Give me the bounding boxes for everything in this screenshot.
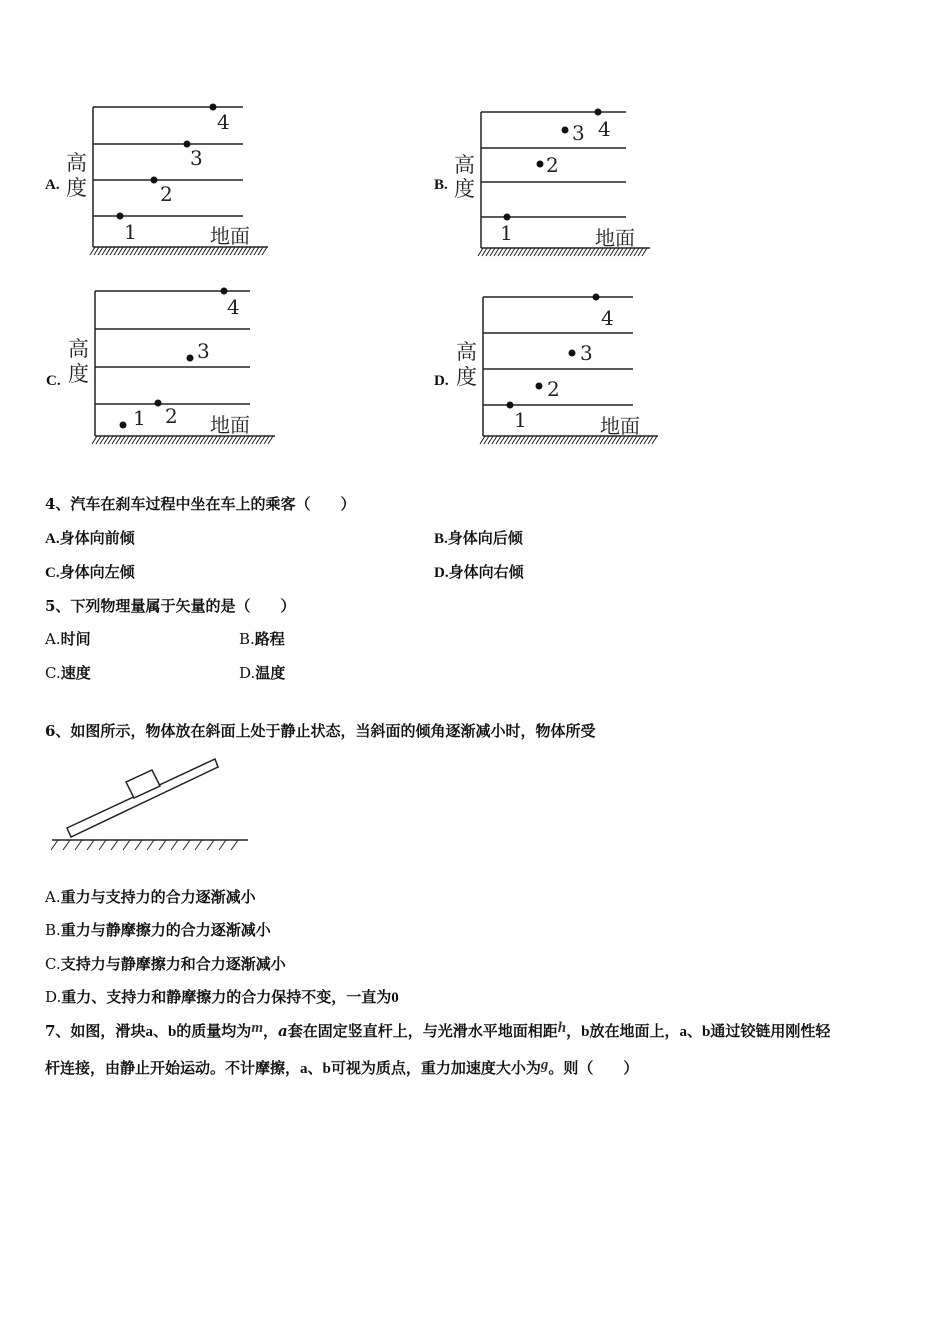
q6-option-b: B.重力与静摩擦力的合力逐渐减小 [45, 921, 271, 939]
ground-hatch [51, 840, 238, 850]
point-2 [151, 177, 158, 184]
q4-option-b: B.身体向后倾 [434, 529, 523, 547]
point-1 [504, 214, 511, 221]
option-d-label: D. [434, 373, 449, 389]
point-2 [536, 383, 543, 390]
variable-h: h [557, 1020, 567, 1036]
point-4 [593, 294, 600, 301]
q4-option-a: A.身体向前倾 [45, 529, 135, 547]
variable-a: a [278, 1022, 288, 1040]
point-label-2: 2 [547, 377, 560, 401]
point-label-4: 4 [227, 295, 240, 319]
question-7-line-1: 7、如图，滑块a、b的质量均为m，a套在固定竖直杆上，与光滑水平地面相距h，b放在地面上，a、b通过铰链用刚性轻 [45, 1020, 831, 1040]
point-label-2: 2 [165, 404, 178, 428]
point-3 [569, 350, 576, 357]
height-diagram-c [42, 279, 282, 454]
question-6-stem: 6、如图所示，物体放在斜面上处于静止状态，当斜面的倾角逐渐减小时，物体所受 [45, 722, 596, 740]
option-c-label: C. [46, 373, 61, 389]
point-label-4: 4 [217, 110, 230, 134]
point-label-4: 4 [598, 117, 611, 141]
figure-option-b [428, 100, 668, 270]
axis-label-top: 高 [66, 151, 87, 175]
point-label-2: 2 [546, 153, 559, 177]
q6-option-d: D.重力、支持力和静摩擦力的合力保持不变，一直为0 [45, 988, 399, 1006]
point-label-1: 1 [500, 221, 513, 245]
q5-option-c: C.速度 [45, 664, 91, 682]
question-7-line-2: 杆连接，由静止开始运动。不计摩擦，a、b可视为质点，重力加速度大小为g。则（ ） [45, 1057, 639, 1077]
q4-option-c: C.身体向左倾 [45, 563, 135, 581]
point-label-1: 1 [514, 408, 527, 432]
q5-option-a: A.时间 [45, 630, 91, 648]
point-3 [187, 355, 194, 362]
axis-label-top: 高 [68, 337, 89, 361]
q6-option-c: C.支持力与静摩擦力和合力逐渐减小 [45, 955, 286, 973]
option-b-label: B. [434, 177, 448, 193]
ground-label: 地面 [210, 413, 250, 437]
point-label-2: 2 [160, 182, 173, 206]
axis-label-bottom: 度 [66, 176, 87, 200]
point-label-4: 4 [601, 306, 614, 330]
point-1 [117, 213, 124, 220]
option-a-label: A. [45, 177, 60, 193]
question-5-stem: 5、下列物理量属于矢量的是（ ） [45, 597, 296, 615]
height-diagram-a [40, 95, 280, 270]
point-label-3: 3 [572, 121, 585, 145]
point-label-3: 3 [580, 341, 593, 365]
axis-label-bottom: 度 [456, 365, 477, 389]
figure-option-d [430, 285, 670, 455]
height-diagram-b [428, 100, 668, 270]
point-2 [537, 161, 544, 168]
point-4 [221, 288, 228, 295]
ground-label: 地面 [595, 226, 635, 250]
q6-option-a: A.重力与支持力的合力逐渐减小 [45, 888, 256, 906]
incline-diagram [50, 755, 255, 855]
axis-label-bottom: 度 [68, 362, 89, 386]
incline-figure [50, 755, 255, 855]
q5-option-d: D.温度 [239, 664, 286, 682]
point-4 [210, 104, 217, 111]
axis-label-bottom: 度 [454, 177, 475, 201]
point-label-3: 3 [197, 339, 210, 363]
ground-label: 地面 [600, 414, 640, 438]
point-1 [120, 422, 127, 429]
q5-option-b: B.路程 [239, 630, 285, 648]
figure-option-c [42, 279, 282, 454]
ground-label: 地面 [210, 224, 250, 248]
height-diagram-d [430, 285, 670, 455]
q4-option-d: D.身体向右倾 [434, 563, 524, 581]
variable-m: m [251, 1020, 263, 1036]
point-2 [155, 400, 162, 407]
point-3 [562, 127, 569, 134]
axis-label-top: 高 [456, 340, 477, 364]
point-label-1: 1 [133, 406, 146, 430]
variable-g: g [540, 1057, 549, 1073]
axis-label-top: 高 [454, 153, 475, 177]
question-4-stem: 4、汽车在刹车过程中坐在车上的乘客（ ） [45, 495, 356, 513]
point-1 [507, 402, 514, 409]
point-label-1: 1 [124, 220, 137, 244]
point-4 [595, 109, 602, 116]
figure-option-a [40, 95, 280, 270]
incline-plank [67, 759, 218, 837]
point-label-3: 3 [190, 146, 203, 170]
